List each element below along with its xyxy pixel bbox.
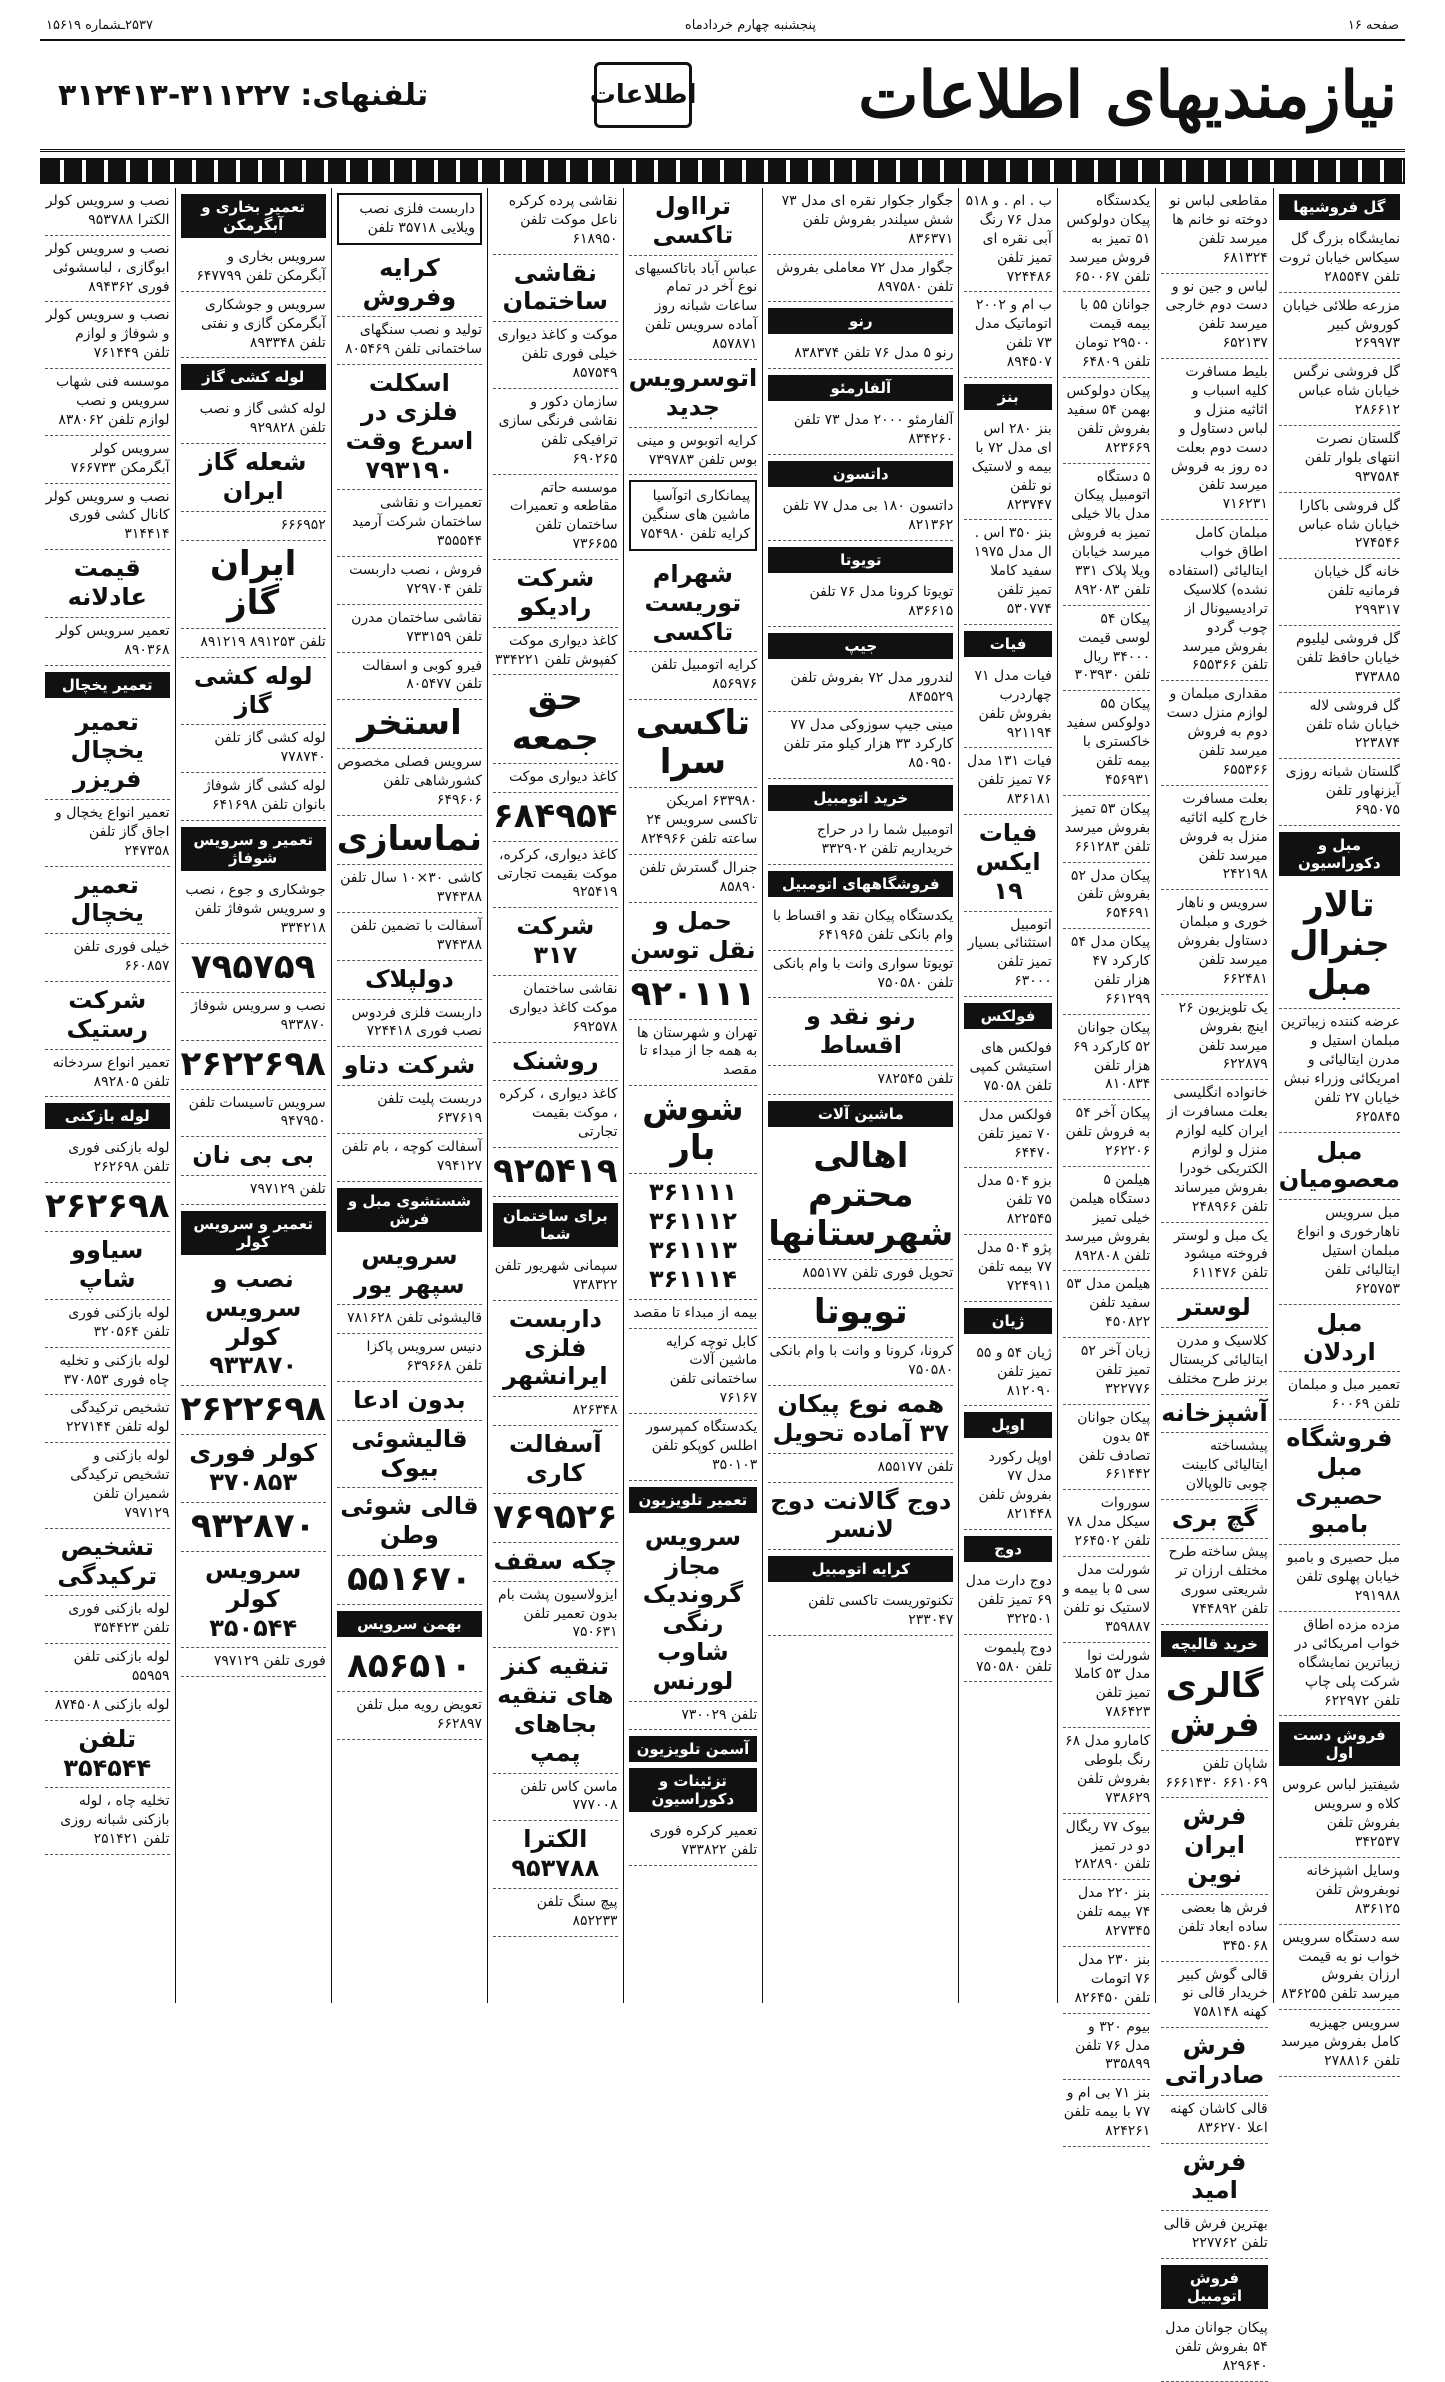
classified-ad: گل فروشی نرگس خیابان شاه عباس ۲۸۶۶۱۲ xyxy=(1279,359,1400,426)
classified-ad: دوج پلیموت تلفن ۷۵۰۵۸۰ xyxy=(964,1635,1051,1683)
classified-ad: آسفالت با تضمین تلفن ۳۷۴۳۸۸ xyxy=(337,913,482,961)
classified-ad: کاغذ دیواری، کرکره، موکت بقیمت تجارتی ۹۲۵۴۱۹ xyxy=(493,842,618,909)
classified-ad: پیمانکاری اتوآسیا ماشین های سنگین کرایه تلفن ۷۵۴۹۸۰ xyxy=(629,480,758,551)
classified-ad: فرش امید xyxy=(1161,2144,1267,2212)
classified-ad: فرش صادراتی xyxy=(1161,2028,1267,2096)
classified-ad: موسسه فنی شهاب سرویس و نصب لوازم تلفن ۸۳۸۰۶۲ xyxy=(45,369,170,436)
classified-ad: پیکان آخر ۵۴ به فروش تلفن ۲۶۲۲۰۶ xyxy=(1063,1100,1150,1167)
classified-ad: دولپلاک xyxy=(337,961,482,1000)
classified-ad: پیکان ۵۵ دولوکس سفید خاکستری با بیمه تلفن ۴۵۶۹۳۱ xyxy=(1063,691,1150,795)
classified-ad: ۷۶۹۵۲۶ xyxy=(493,1494,618,1543)
classified-ad: قیمت عادلانه xyxy=(45,550,170,618)
section-header: کرایه اتومبیل xyxy=(768,1556,953,1582)
classified-ad: فیات ۱۳۱ مدل ۷۶ تمیز تلفن ۸۳۶۱۸۱ xyxy=(964,748,1051,815)
issue-line: ۲۵۳۷ـشماره ۱۵۶۱۹ xyxy=(46,18,153,33)
classified-ad: سپمانی شهریور تلفن ۷۳۸۳۲۲ xyxy=(493,1253,618,1301)
section-header: تزئینات و دکوراسیون xyxy=(629,1768,758,1812)
classified-ad: یک تلویزیون ۲۶ اینچ بفروش میرسد تلفن ۶۲۲۸۷۹ xyxy=(1161,995,1267,1081)
classified-ad: لوله بازکنی و تشخیص ترکیدگی شمیران تلفن ۷۹۷۱۲۹ xyxy=(45,1443,170,1529)
section-header: دوج xyxy=(964,1536,1051,1562)
phones-number: ۳۱۱۲۲۷-۳۱۲۴۱۳ xyxy=(58,77,291,113)
classified-ad: قالی شوئی وطن xyxy=(337,1488,482,1556)
classified-ad: لوله کشی گاز شوفاژ بانوان تلفن ۶۴۱۶۹۸ xyxy=(181,773,326,821)
classified-ad: بیوک ۷۷ ریگال دو در تمیز تلفن ۲۸۲۸۹۰ xyxy=(1063,1814,1150,1881)
masthead-pattern-bar xyxy=(40,158,1405,184)
classified-ad: تشخیص ترکیدگی لوله تلفن ۲۲۷۱۴۴ xyxy=(45,1395,170,1443)
classified-ad: شرکت دتاو xyxy=(337,1047,482,1086)
section-header: اوپل xyxy=(964,1412,1051,1438)
classified-ad: تعمیر انواع یخچال و اجاق گاز تلفن ۲۴۷۳۵۸ xyxy=(45,800,170,867)
classified-ad: تلفن ۳۵۴۵۴۴ xyxy=(45,1721,170,1789)
classified-ad: اوپل رکورد مدل ۷۷ بفروش تلفن ۸۲۱۴۴۸ xyxy=(964,1444,1051,1530)
ad-column xyxy=(331,188,487,2003)
classified-ad: تویوتا سواری وانت با وام بانکی تلفن ۷۵۰۵۸۰ xyxy=(768,951,953,999)
classified-ad: آسفالت کاری xyxy=(493,1426,618,1494)
classified-ad: لباس و جین نو و دست دوم خارجی میرسد تلفن ۶۵۲۱۳۷ xyxy=(1161,274,1267,360)
ad-columns xyxy=(40,188,1405,2374)
classified-ad: دربست پلیت تلفن ۶۳۷۶۱۹ xyxy=(337,1086,482,1134)
classified-ad: گالری فرش xyxy=(1161,1663,1267,1751)
section-header: آسمن تلویزیون xyxy=(629,1736,758,1762)
classified-ad: تالار جنرال مبل xyxy=(1279,882,1400,1009)
classified-ad: یکدستگاه پیکان نقد و اقساط با وام بانکی تلفن ۶۴۱۹۶۵ xyxy=(768,903,953,951)
classified-ad: مقاطعی لباس نو دوخته نو خانم ها میرسد تلفن ۶۸۱۳۲۴ xyxy=(1161,188,1267,274)
classified-ad: سرویس تاسیسات تلفن ۹۴۷۹۵۰ xyxy=(181,1090,326,1138)
classified-ad: گل فروشی لاله خیابان شاه تلفن ۲۲۳۸۷۴ xyxy=(1279,693,1400,760)
section-header: جیپ xyxy=(768,633,953,659)
classified-ad: ۹۲۰۱۱۱ xyxy=(629,971,758,1020)
ad-column xyxy=(1155,188,1272,2374)
classified-ad: ۸۵۶۵۱۰ xyxy=(337,1643,482,1692)
section-header: بهمن سرویس xyxy=(337,1611,482,1637)
classified-ad: فولکس مدل ۷۰ تمیز تلفن ۶۴۴۷۰ xyxy=(964,1102,1051,1169)
classified-ad: پیکان مدل ۵۲ بفروش تلفن ۶۵۴۶۹۱ xyxy=(1063,863,1150,930)
classified-ad: دوج گالانت دوج لانسر xyxy=(768,1483,953,1551)
classified-ad: ۲۶۲۲۶۹۸ xyxy=(181,1041,326,1090)
classified-ad: جگوار مدل ۷۲ معاملی بفروش تلفن ۸۹۷۵۸۰ xyxy=(768,255,953,303)
classified-ad: نصب و سرویس کولر و شوفاژ و لوازم تلفن ۷۶۱۴۴۹ xyxy=(45,302,170,369)
classified-ad: پیش ساخته طرح مختلف ارزان تر شریعتی سوری تلفن ۷۴۴۸۹۲ xyxy=(1161,1539,1267,1625)
classified-ad: نصب و سرویس شوفاژ ۹۳۳۸۷۰ xyxy=(181,993,326,1041)
section-header: تعمیر بخاری و آبگرمکن xyxy=(181,194,326,238)
classified-ad: خانه گل خیابان فرمانیه تلفن ۲۹۹۳۱۷ xyxy=(1279,559,1400,626)
classified-ad: بزو ۵۰۴ مدل ۷۵ تلفن ۸۲۲۵۴۵ xyxy=(964,1168,1051,1235)
classified-ad: همه نوع پیکان ۳۷ آماده تحویل xyxy=(768,1386,953,1454)
classified-ad: تلفن ۷۹۷۱۲۹ xyxy=(181,1176,326,1205)
classified-ad: ۲۶۲۲۶۹۸ xyxy=(181,1386,326,1435)
classified-ad: تاکسی سرا xyxy=(629,700,758,788)
classified-ad: تلفن ۸۹۱۲۵۳ ۸۹۱۲۱۹ xyxy=(181,629,326,658)
classified-ad: فوری تلفن ۷۹۷۱۲۹ xyxy=(181,1648,326,1677)
classified-ad: چکه سقف xyxy=(493,1543,618,1582)
classified-ad: لوله بازکنی فوری تلفن ۲۶۲۶۹۸ xyxy=(45,1135,170,1183)
classified-ad: ۵ دستگاه اتومبیل پیکان مدل بالا خیلی تمیز به فروش میرسد خیابان ویلا پلاک ۳۳۱ تلفن ۸۹۲۰۸۳ xyxy=(1063,464,1150,606)
classified-ad: یکدستگاه پیکان دولوکس ۵۱ تمیز به فروش میرسد تلفن ۶۵۰۰۶۷ xyxy=(1063,188,1150,292)
classified-ad: لوله کشی گاز xyxy=(181,658,326,726)
classified-ad: جنرال گسترش تلفن ۸۵۸۹۰ xyxy=(629,855,758,903)
classified-ad: گچ بری xyxy=(1161,1500,1267,1539)
classified-ad: کرایه اتوبوس و مینی بوس تلفن ۷۳۹۷۸۳ xyxy=(629,428,758,476)
classified-ad: بیوم ۳۲۰ و مدل ۷۶ تلفن ۳۳۵۸۹۹ xyxy=(1063,2014,1150,2081)
classified-ad: زیان آخر ۵۲ تمیز تلفن ۳۲۲۷۷۶ xyxy=(1063,1338,1150,1405)
classified-ad: بدون ادعا xyxy=(337,1382,482,1421)
classified-ad: شورلت مدل سی ۵ با بیمه و لاستیک نو تلفن ۳۵۹۸۸۷ xyxy=(1063,1557,1150,1643)
classified-ad: اسکلت فلزی در اسرع وقت ۷۹۳۱۹۰ xyxy=(337,365,482,490)
classified-ad: شورلت نوا مدل ۵۳ کاملا تمیز تلفن ۷۸۶۴۲۳ xyxy=(1063,1643,1150,1729)
classified-ad: بنز ۳۵۰ اس . ال مدل ۱۹۷۵ سفید کاملا تمیز تلفن ۵۳۰۷۷۴ xyxy=(964,520,1051,624)
section-header: داتسون xyxy=(768,461,953,487)
classified-ad: ۳۶۱۱۱۱ ۳۶۱۱۱۲ ۳۶۱۱۱۳ ۳۶۱۱۱۴ xyxy=(629,1174,758,1299)
section-header: تویوتا xyxy=(768,547,953,573)
section-header: فروش اتومبیل xyxy=(1161,2265,1267,2309)
classified-ad: حق جمعه xyxy=(493,675,618,763)
section-header: تعمیر تلویزیون xyxy=(629,1487,758,1513)
classified-ad: سرویس و جوشکاری آبگرمکن گازی و نفتی تلفن ۸۹۳۳۴۸ xyxy=(181,292,326,359)
classified-ad: تهران و شهرستان ها به همه جا از مبداء تا مقصد xyxy=(629,1020,758,1087)
classified-ad: عباس آباد باتاکسیهای نوع آخر در تمام ساعات شبانه روز آماده سرویس تلفن ۸۵۷۸۷۱ xyxy=(629,256,758,360)
classified-ad: سیاوو شاپ xyxy=(45,1232,170,1300)
classified-ad: جوانان ۵۵ با بیمه قیمت ۲۹۵۰۰ تومان تلفن ۶۴۸۰۹ xyxy=(1063,292,1150,378)
section-header: فیات xyxy=(964,631,1051,657)
classified-ad: تویوتا کرونا مدل ۷۶ تلفن ۸۳۶۶۱۵ xyxy=(768,579,953,627)
classified-ad: تعمیر انواع سردخانه تلفن ۸۹۲۸۰۵ xyxy=(45,1050,170,1098)
classified-ad: کرایه وفروش xyxy=(337,250,482,318)
ad-column xyxy=(762,188,958,2003)
section-header: تعمیر و سرویس شوفاژ xyxy=(181,827,326,871)
classified-ad: گلستان شبانه روزی آیزنهاور تلفن ۶۹۵۰۷۵ xyxy=(1279,759,1400,826)
section-header: مبل و دکوراسیون xyxy=(1279,832,1400,876)
classified-ad: نصب و سرویس کولر الکترا ۹۵۳۷۸۸ xyxy=(45,188,170,236)
classified-ad: مزرعه طلائی خیابان کوروش کبیر ۲۶۹۹۷۳ xyxy=(1279,293,1400,360)
section-header: فروش دست اول xyxy=(1279,1722,1400,1766)
classified-ad: لوله بازکنی فوری تلفن ۳۲۰۵۶۴ xyxy=(45,1300,170,1348)
classified-ad: لوله بازکنی و تخلیه چاه فوری ۳۷۰۸۵۳ xyxy=(45,1348,170,1396)
classified-ad: تعمیر کرکره فوری تلفن ۷۳۳۸۲۲ xyxy=(629,1818,758,1866)
classified-ad: پیشساخته ایتالیائی کابینت چوبی تالوپالان xyxy=(1161,1433,1267,1500)
classified-ad: بنز ۲۸۰ اس ای مدل ۷۲ با بیمه و لاستیک نو تلفن ۸۲۳۷۴۷ xyxy=(964,416,1051,520)
classified-ad: سه دستگاه سرویس خواب نو به قیمت ارزان بفروش میرسد تلفن ۸۳۶۲۵۵ xyxy=(1279,1925,1400,2011)
classified-ad: تلفن ۸۵۵۱۷۷ xyxy=(768,1454,953,1483)
classified-ad: کاغذ دیواری موکت xyxy=(493,764,618,793)
classified-ad: ۶۸۴۹۵۴ xyxy=(493,793,618,842)
classified-ad: سازمان دکور و نقاشی فرنگی سازی ترافیکی تلفن ۶۹۰۲۶۵ xyxy=(493,389,618,475)
section-header: رنو xyxy=(768,308,953,334)
classified-ad: هیلمن مدل ۵۳ سفید تلفن ۴۵۰۸۲۲ xyxy=(1063,1271,1150,1338)
classified-ad: قالیشوئی تلفن ۷۸۱۶۲۸ xyxy=(337,1305,482,1334)
classified-ad: استخر xyxy=(337,700,482,749)
classified-ad: پیکان جوانان ۵۲ کارکرد ۶۹ هزار تلفن ۸۱۰۸۳۴ xyxy=(1063,1015,1150,1101)
classified-ad: سرویس کولر آبگرمکن ۷۶۶۷۳۳ xyxy=(45,436,170,484)
classified-ad: تخلیه چاه ، لوله بازکنی شبانه روزی تلفن ۲۵۱۴۲۱ xyxy=(45,1788,170,1855)
classified-ad: تنقیه کنز های تنقیه بجاهای پمپ xyxy=(493,1648,618,1773)
classified-ad: پیکان ۵۳ تمیز بفروش میرسد تلفن ۶۶۱۲۸۳ xyxy=(1063,796,1150,863)
classified-ad: بعلت مسافرت خارج کلیه اثاثیه منزل به فروش میرسد تلفن ۲۴۲۱۹۸ xyxy=(1161,786,1267,890)
section-header: ژیان xyxy=(964,1308,1051,1334)
classified-ad: اتومبیل شما را در حراج خریداریم تلفن ۳۳۲۹۰۲ xyxy=(768,817,953,865)
classified-ad: کابل توچه کرایه ماشین آلات ساختمانی تلفن ۷۶۱۶۷ xyxy=(629,1329,758,1415)
section-header: گل فروشیها xyxy=(1279,194,1400,220)
classified-ad: موکت و کاغذ دیواری خیلی فوری تلفن ۸۵۷۵۴۹ xyxy=(493,322,618,389)
classified-ad: مبل معصومیان xyxy=(1279,1133,1400,1201)
section-header: شستشوی مبل و فرش xyxy=(337,1188,482,1232)
masthead-phones xyxy=(48,78,428,113)
classified-ad: کولر فوری ۳۷۰۸۵۳ xyxy=(181,1435,326,1503)
classified-ad: خیلی فوری تلفن ۶۶۰۸۵۷ xyxy=(45,934,170,982)
classified-ad: ایران گاز xyxy=(181,541,326,629)
date-line: پنجشنبه چهارم خردادماه xyxy=(684,18,816,33)
classified-ad: جگوار جکوار نقره ای مدل ۷۳ شش سیلندر بفروش تلفن ۸۳۶۳۷۱ xyxy=(768,188,953,255)
classified-ad: اهالی محترم شهرستانها xyxy=(768,1133,953,1260)
classified-ad: مبل سرویس ناهارخوری و انواع مبلمان استیل ایتالیائی تلفن ۶۲۵۷۵۳ xyxy=(1279,1200,1400,1304)
classified-ad: شیفتیز لباس عروس کلاه و سرویس بفروش تلفن ۳۴۲۵۳۷ xyxy=(1279,1772,1400,1858)
classified-ad: لوستر xyxy=(1161,1289,1267,1328)
classified-ad: سرویس و ناهار خوری و مبلمان دستاول بفروش میرسد تلفن ۶۶۲۴۸۱ xyxy=(1161,890,1267,994)
classified-ad: تعویض رویه مبل تلفن ۶۶۲۸۹۷ xyxy=(337,1692,482,1740)
classified-ad: نماسازی xyxy=(337,816,482,865)
classified-ad: ژیان ۵۴ و ۵۵ تمیز تلفن ۸۱۲۰۹۰ xyxy=(964,1340,1051,1407)
classified-ad: تویوتا xyxy=(768,1289,953,1338)
classified-ad: نقاشی ساختمان موکت کاغذ دیواری ۶۹۲۵۷۸ xyxy=(493,976,618,1043)
classified-ad: داتسون ۱۸۰ بی مدل ۷۷ تلفن ۸۲۱۳۶۲ xyxy=(768,493,953,541)
classified-ad: تولید و نصب سنگهای ساختمانی تلفن ۸۰۵۴۶۹ xyxy=(337,317,482,365)
classified-ad: تکنوتوریست تاکسی تلفن ۲۳۳۰۴۷ xyxy=(768,1588,953,1636)
classified-ad: داربست فلزی ایرانشهر xyxy=(493,1301,618,1397)
classified-ad: یک مبل و لوستر فروخته میشود تلفن ۶۱۱۴۷۶ xyxy=(1161,1223,1267,1290)
classified-ad: روشنک xyxy=(493,1043,618,1082)
section-header: لوله کشی گاز xyxy=(181,364,326,390)
classified-ad: لوله کشی گاز و نصب تلفن ۹۲۹۸۲۸ xyxy=(181,396,326,444)
classified-ad: بنز ۲۲۰ مدل ۷۴ بیمه تلفن ۸۲۷۳۴۵ xyxy=(1063,1880,1150,1947)
classified-ad: ب . ام . و ۵۱۸ مدل ۷۶ رنگ آبی نقره ای تمیز تلفن ۷۲۴۴۸۶ xyxy=(964,188,1051,292)
classified-ad: حمل و نقل توسن xyxy=(629,903,758,971)
classified-ad: تعمیر یخچال xyxy=(45,867,170,935)
classified-ad: اتوسرویس جدید xyxy=(629,360,758,428)
classified-ad: ۲۶۲۶۹۸ xyxy=(45,1183,170,1232)
classified-ad: تلفن ۷۳۰۰۲۹ xyxy=(629,1702,758,1731)
classified-ad: فیرو کوبی و اسفالت تلفن ۸۰۵۴۷۷ xyxy=(337,653,482,701)
classified-ad: کاغذ دیواری موکت کفپوش تلفن ۳۳۴۲۲۱ xyxy=(493,628,618,676)
classified-ad: پژو ۵۰۴ مدل ۷۷ بیمه تلفن ۷۲۴۹۱۱ xyxy=(964,1235,1051,1302)
classified-ad: الکترا ۹۵۳۷۸۸ xyxy=(493,1821,618,1889)
classified-ad: فروش ، نصب داربست تلفن ۷۲۹۷۰۴ xyxy=(337,557,482,605)
ad-column xyxy=(1057,188,1155,2140)
classified-ad: لوله کشی گاز تلفن ۷۷۸۷۴۰ xyxy=(181,725,326,773)
classified-ad: فولکس های استیشن کمپی تلفن ۷۵۰۵۸ xyxy=(964,1035,1051,1102)
classified-ad: فروشگاه مبل حصیری بامبو xyxy=(1279,1420,1400,1545)
section-header: تعمیر یخچال xyxy=(45,672,170,698)
classified-ad: مقداری مبلمان و لوازم منزل دست دوم به فروش میرسد تلفن ۶۵۵۳۶۶ xyxy=(1161,681,1267,785)
classified-ad: شرکت رستیک xyxy=(45,982,170,1050)
classified-ad: فیات مدل ۷۱ چهاردرب بفروش تلفن ۹۲۱۱۹۴ xyxy=(964,663,1051,749)
classified-ad: بنز ۲۳۰ مدل ۷۶ اتومات تلفن ۸۲۶۴۵۰ xyxy=(1063,1947,1150,2014)
section-header: خرید قالیچه xyxy=(1161,1631,1267,1657)
section-header: فولکس xyxy=(964,1003,1051,1029)
classified-ad: پیچ سنگ تلفن ۸۵۲۲۳۳ xyxy=(493,1889,618,1937)
classified-ad: مبلمان کامل اطاق خواب ایتالیائی (استفاده نشده) کلاسیک ترادیسیونال از چوب گردو بفروش میرسد تلفن ۶۵۵۳۶۶ xyxy=(1161,520,1267,681)
classified-ad: نقاشی پرده کرکره ناعل موکت تلفن ۶۱۸۹۵۰ xyxy=(493,188,618,255)
classified-ad: گل فروشی باکارا خیابان شاه عباس ۲۷۴۵۴۶ xyxy=(1279,493,1400,560)
classified-ad: تعمیرات و نقاشی ساختمان شرکت آرمید ۳۵۵۵۴۴ xyxy=(337,490,482,557)
classified-ad: دنیس سرویس پاکزا تلفن ۶۳۹۶۶۸ xyxy=(337,1334,482,1382)
classified-ad: پیکان جوانان ۵۴ بدون تصادف تلفن ۶۶۱۴۴۲ xyxy=(1063,1405,1150,1491)
classified-ad: لوله بازکنی ۸۷۴۵۰۸ xyxy=(45,1692,170,1721)
classified-ad: آسفالت کوچه ، بام تلفن ۷۹۴۱۲۷ xyxy=(337,1134,482,1182)
ad-column xyxy=(175,188,331,2003)
classified-ad: آلفارمئو ۲۰۰۰ مدل ۷۳ تلفن ۸۳۴۲۶۰ xyxy=(768,407,953,455)
classified-ad: ب ام و ۲۰۰۲ اتوماتیک مدل ۷۳ تلفن ۸۹۴۵۰۷ xyxy=(964,292,1051,378)
newspaper-logo: اطلاعات xyxy=(594,62,692,128)
classified-ad: سرویس کولر ۳۵۰۵۴۴ xyxy=(181,1552,326,1648)
classified-ad: ۵۵۱۶۷۰ xyxy=(337,1556,482,1605)
ad-column xyxy=(40,188,175,2003)
classified-ad: پیکان ۵۴ لوسی قیمت ۳۴۰۰۰ ریال تلفن ۳۰۳۹۳۰ xyxy=(1063,606,1150,692)
ad-column xyxy=(487,188,623,2003)
section-header: تعمیر و سرویس کولر xyxy=(181,1211,326,1255)
classified-ad: نصب و سرویس کولر ۹۳۳۸۷۰ xyxy=(181,1261,326,1386)
ad-column xyxy=(958,188,1056,2003)
classified-ad: تعمیر سرویس کولر ۸۹۰۳۶۸ xyxy=(45,618,170,666)
classified-ad: بی بی نان xyxy=(181,1137,326,1176)
classified-ad: کرونا، کرونا و وانت با وام بانکی ۷۵۰۵۸۰ xyxy=(768,1338,953,1386)
masthead-title: نیازمندیهای اطلاعات xyxy=(858,57,1397,133)
classified-ad: قالی کاشان کهنه اعلا ۸۳۶۲۷۰ xyxy=(1161,2096,1267,2144)
classified-ad: مینی جیپ سوزوکی مدل ۷۷ کارکرد ۳۳ هزار کیلو متر تلفن ۸۵۰۹۵۰ xyxy=(768,712,953,779)
classified-ad: فیات ایکس ۱۹ xyxy=(964,815,1051,911)
section-header: آلفارمئو xyxy=(768,375,953,401)
classified-ad: تلفن ۷۸۲۵۴۵ xyxy=(768,1066,953,1095)
classified-ad: بلیط مسافرت کلیه اسباب و اثاثیه منزل و لباس دستاول و دست دوم بعلت ده روز به فروش میرسد تلفن ۷۱۶۲۳۱ xyxy=(1161,359,1267,520)
classified-ad: سرویس فصلی مخصوص کشورشاهی تلفن ۶۴۹۶۰۶ xyxy=(337,749,482,816)
classified-ad: نصب و سرویس کولر ابوگازی ، لباسشوئی فوری ۸۹۴۳۶۲ xyxy=(45,236,170,303)
classified-ad: سرویس جهیزیه کامل بفروش میرسد تلفن ۲۷۸۸۱۶ xyxy=(1279,2010,1400,2077)
classified-ad: گلستان نصرت انتهای بلوار تلفن ۹۳۷۵۸۴ xyxy=(1279,426,1400,493)
classified-ad: لندرور مدل ۷۲ بفروش تلفن ۸۴۵۵۲۹ xyxy=(768,665,953,713)
section-header: خرید اتومبیل xyxy=(768,785,953,811)
classified-ad: ترااول تاکسی xyxy=(629,188,758,256)
classified-ad: اتومبیل استثنائی بسیار تمیز تلفن ۶۳۰۰۰ xyxy=(964,912,1051,998)
classified-ad: کاغذ دیواری ، کرکره ، موکت بقیمت تجارتی xyxy=(493,1081,618,1148)
classified-ad: رنو نقد و اقساط xyxy=(768,998,953,1066)
classified-ad: هیلمن ۵ دستگاه هیلمن خیلی تمیز بفروش میرسد تلفن ۸۹۲۸۰۸ xyxy=(1063,1167,1150,1271)
classified-ad: کامارو مدل ۶۸ رنگ بلوطی بفروش تلفن ۷۳۸۶۲۹ xyxy=(1063,1728,1150,1814)
classified-ad: تعمیر مبل و مبلمان تلفن ۶۰۰۶۹ xyxy=(1279,1372,1400,1420)
classified-ad: ۹۳۲۸۷۰ xyxy=(181,1503,326,1552)
classified-ad: کرایه اتومبیل تلفن ۸۵۶۹۷۶ xyxy=(629,652,758,700)
classified-ad: ماسن کاس تلفن ۷۷۷۰۰۸ xyxy=(493,1774,618,1822)
classified-ad: خانواده انگلیسی بعلت مسافرت از ایران کلیه لوازم منزل و لوازم الکتریکی خودرا بفروش میرساند تلفن ۲۴۸۹۶۶ xyxy=(1161,1080,1267,1222)
top-info-line xyxy=(40,14,1405,41)
ad-column xyxy=(623,188,763,2003)
classified-ad: لوله بازکنی فوری تلفن ۳۵۴۴۲۳ xyxy=(45,1596,170,1644)
classified-ad: شاپان تلفن ۶۶۱۰۶۹ ۶۶۶۱۴۳۰ xyxy=(1161,1751,1267,1799)
classified-ad: شرکت ۳۱۷ xyxy=(493,908,618,976)
classified-ad: بهترین فرش قالی تلفن ۲۲۷۷۶۲ xyxy=(1161,2211,1267,2259)
ad-column xyxy=(1273,188,1405,2069)
classified-ad: مزده مزده اطاق خواب امریکائی در زیباترین نمایشگاه شرکت پلی چاپ تلفن ۶۲۲۹۷۲ xyxy=(1279,1612,1400,1716)
classified-ad: سرویس بخاری و آبگرمکن تلفن ۶۴۷۷۹۹ xyxy=(181,244,326,292)
section-header: لوله بازکنی xyxy=(45,1103,170,1129)
classified-ad: شعله گاز ایران xyxy=(181,444,326,512)
classified-ad: ۷۹۵۷۵۹ xyxy=(181,944,326,993)
classified-ad: گل فروشی لیلیوم خیابان حافظ تلفن ۳۷۳۸۸۵ xyxy=(1279,626,1400,693)
classified-ad: داربست فلزی فردوس نصب فوری ۷۲۴۴۱۸ xyxy=(337,1000,482,1048)
classified-ad: بنز ۷۱ بی ام و ۷۷ با بیمه تلفن ۸۲۴۲۶۱ xyxy=(1063,2080,1150,2147)
classified-ad: سرویس سپهر یور xyxy=(337,1238,482,1306)
classified-ad: لوله بازکنی تلفن ۵۵۹۵۹ xyxy=(45,1644,170,1692)
classified-ad: رنو ۵ مدل ۷۶ تلفن ۸۳۸۳۷۴ xyxy=(768,340,953,369)
classified-ad: پیکان دولوکس بهمن ۵۴ سفید بفروش تلفن ۸۲۳۶۶۹ xyxy=(1063,378,1150,464)
classified-ad: مبل حصیری و بامبو خیابان پهلوی تلفن ۲۹۱۹۸۸ xyxy=(1279,1545,1400,1612)
classified-ad: ۸۲۶۳۴۸ xyxy=(493,1397,618,1426)
section-header: فروشگاههای اتومبیل xyxy=(768,871,953,897)
classified-ad: عرضه کننده زیباترین مبلمان استیل و مدرن ایتالیائی و امریکائی وزراء نبش خیابان ۲۷ تلفن ۶۲۵۸۴۵ xyxy=(1279,1009,1400,1132)
classified-ad: شوش بار xyxy=(629,1086,758,1174)
classified-ad: تشخیص ترکیدگی xyxy=(45,1529,170,1597)
classified-ad: سرویس مجاز گروندیک رنگی شاوب لورنس xyxy=(629,1519,758,1702)
classified-ad: ۶۳۳۹۸۰ امریکن تاکسی سرویس ۲۴ ساعته تلفن ۸۲۴۹۶۶ xyxy=(629,788,758,855)
classified-ad: وسایل اشپزخانه نوبفروش تلفن ۸۳۶۱۲۵ xyxy=(1279,1858,1400,1925)
classified-ad: موسسه حاتم مقاطعه و تعمیرات ساختمان تلفن ۷۳۶۶۵۵ xyxy=(493,475,618,561)
phones-label: تلفنهای: xyxy=(300,77,429,113)
classified-ad: داربست فلزی نصب ویلایی ۳۵۷۱۸ تلفن xyxy=(337,193,482,245)
classified-ad: فرش ها بعضی ساده ابعاد تلفن ۳۴۵۰۶۸ xyxy=(1161,1895,1267,1962)
classified-ad: دوج دارت مدل ۶۹ تمیز تلفن ۳۲۲۵۰۱ xyxy=(964,1568,1051,1635)
masthead xyxy=(40,41,1405,152)
page-label: صفحه ۱۶ xyxy=(1347,18,1399,33)
classified-ad: نصب و سرویس کولر کانال کشی فوری ۳۱۴۴۱۴ xyxy=(45,484,170,551)
classified-ad: بیمه از مبداء تا مقصد xyxy=(629,1300,758,1329)
classified-ad: نقاشی ساختمان xyxy=(493,255,618,323)
classified-ad: پیکان جوانان مدل ۵۴ بفروش تلفن ۸۲۹۶۴۰ xyxy=(1161,2315,1267,2382)
classified-ad: ایزولاسیون پشت بام بدون تعمیر تلفن ۷۵۰۶۳۱ xyxy=(493,1582,618,1649)
classified-ad: فرش ایران نوین xyxy=(1161,1798,1267,1894)
classified-ad: یکدستگاه کمپرسور اطلس کوپکو تلفن ۳۵۰۱۰۳ xyxy=(629,1414,758,1481)
classified-ad: ۹۲۵۴۱۹ xyxy=(493,1148,618,1197)
classified-ad: شرکت رادیکو xyxy=(493,560,618,628)
section-header: ماشین آلات xyxy=(768,1101,953,1127)
classified-ad: پیکان مدل ۵۴ کارکرد ۴۷ هزار تلفن ۶۶۱۲۹۹ xyxy=(1063,929,1150,1015)
section-header: بنز xyxy=(964,384,1051,410)
classified-ad: تحویل فوری تلفن ۸۵۵۱۷۷ xyxy=(768,1260,953,1289)
classified-ad: سوروات سیکل مدل ۷۸ تلفن ۲۶۴۵۰۲ xyxy=(1063,1490,1150,1557)
classified-ad: شهرام توریست تاکسی xyxy=(629,556,758,652)
classified-ad: نقاشی ساختمان مدرن تلفن ۷۳۳۱۵۹ xyxy=(337,605,482,653)
classified-ad: قالی گوش کبیر خریدار قالی نو کهنه ۷۵۸۱۴۸ xyxy=(1161,1962,1267,2029)
classified-ad: آشپزخانه xyxy=(1161,1395,1267,1434)
classified-ad: تعمیر یخچال فریزر xyxy=(45,704,170,800)
classified-ad: کاشی ۳۰×۱۰ سال تلفن ۳۷۴۳۸۸ xyxy=(337,865,482,913)
classified-ad: کلاسیک و مدرن ایتالیائی کریستال برنز طرح مختلف xyxy=(1161,1328,1267,1395)
classified-ad: نمایشگاه بزرگ گل سیکاس خیابان ثروت تلفن ۲۸۵۵۴۷ xyxy=(1279,226,1400,293)
classified-ad: قالیشوئی بیوک xyxy=(337,1421,482,1489)
classified-ad: جوشکاری و جوع ، نصب و سرویس شوفاژ تلفن ۳۳۴۲۱۸ xyxy=(181,877,326,944)
classified-ad: ۶۶۶۹۵۲ xyxy=(181,512,326,541)
section-header: برای ساختمان شما xyxy=(493,1203,618,1247)
classified-ad: مبل اردلان xyxy=(1279,1305,1400,1373)
